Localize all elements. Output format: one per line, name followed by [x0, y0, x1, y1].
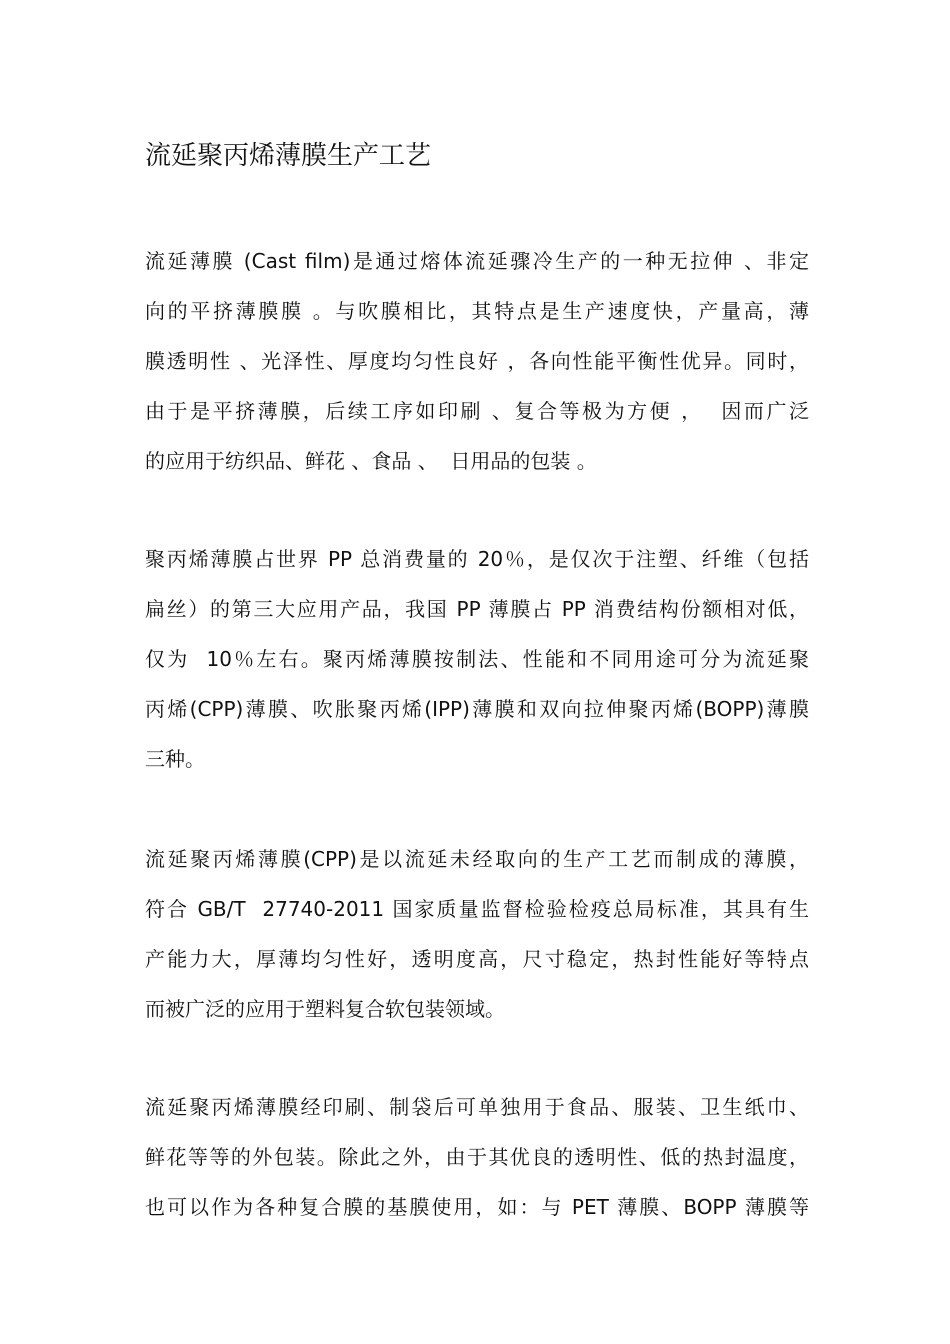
paragraph-line: 鲜花等等的外包装。除此之外，由于其优良的透明性、低的热封温度， — [145, 1145, 809, 1169]
paragraph-line: 三种。 — [145, 747, 205, 771]
paragraph-line: 由于是平挤薄膜，后续工序如印刷 、复合等极为方便 ， 因而广泛 — [145, 399, 809, 423]
paragraph-line: 而被广泛的应用于塑料复合软包装领域。 — [145, 997, 505, 1021]
paragraph-line: 向的平挤薄膜膜 。与吹膜相比，其特点是生产速度快，产量高，薄 — [145, 299, 809, 323]
paragraph-line: 流延薄膜 (Cast film)是通过熔体流延骤冷生产的一种无拉伸 、非定 — [145, 249, 809, 273]
paragraph-line: 扁丝）的第三大应用产品，我国 PP 薄膜占 PP 消费结构份额相对低， — [145, 597, 809, 621]
paragraph-cast-film-intro — [145, 236, 809, 486]
paragraph-cpp-applications — [145, 1082, 809, 1232]
paragraph-line: 符合 GB/T 27740-2011 国家质量监督检验检疫总局标准，其具有生 — [145, 897, 809, 921]
paragraph-line: 流延聚丙烯薄膜经印刷、制袋后可单独用于食品、服装、卫生纸巾、 — [145, 1095, 809, 1119]
paragraph-line: 膜透明性 、光泽性、厚度均匀性良好 ，各向性能平衡性优异。同时， — [145, 349, 809, 373]
paragraph-line: 流延聚丙烯薄膜(CPP)是以流延未经取向的生产工艺而制成的薄膜， — [145, 847, 809, 871]
paragraph-line: 仅为 10％左右。聚丙烯薄膜按制法、性能和不同用途可分为流延聚 — [145, 647, 809, 671]
document-title: 流延聚丙烯薄膜生产工艺 — [145, 141, 432, 171]
paragraph-line: 聚丙烯薄膜占世界 PP 总消费量的 20％，是仅次于注塑、纤维（包括 — [145, 547, 809, 571]
paragraph-line: 也可以作为各种复合膜的基膜使用，如：与 PET 薄膜、BOPP 薄膜等 — [145, 1195, 809, 1219]
paragraph-line: 丙烯(CPP)薄膜、吹胀聚丙烯(IPP)薄膜和双向拉伸聚丙烯(BOPP)薄膜 — [145, 697, 809, 721]
paragraph-line: 的应用于纺织品、鲜花 、食品 、 日用品的包装 。 — [145, 449, 597, 473]
paragraph-line: 产能力大，厚薄均匀性好，透明度高，尺寸稳定，热封性能好等特点 — [145, 947, 809, 971]
paragraph-pp-film-share — [145, 534, 809, 784]
paragraph-cpp-definition — [145, 834, 809, 1034]
